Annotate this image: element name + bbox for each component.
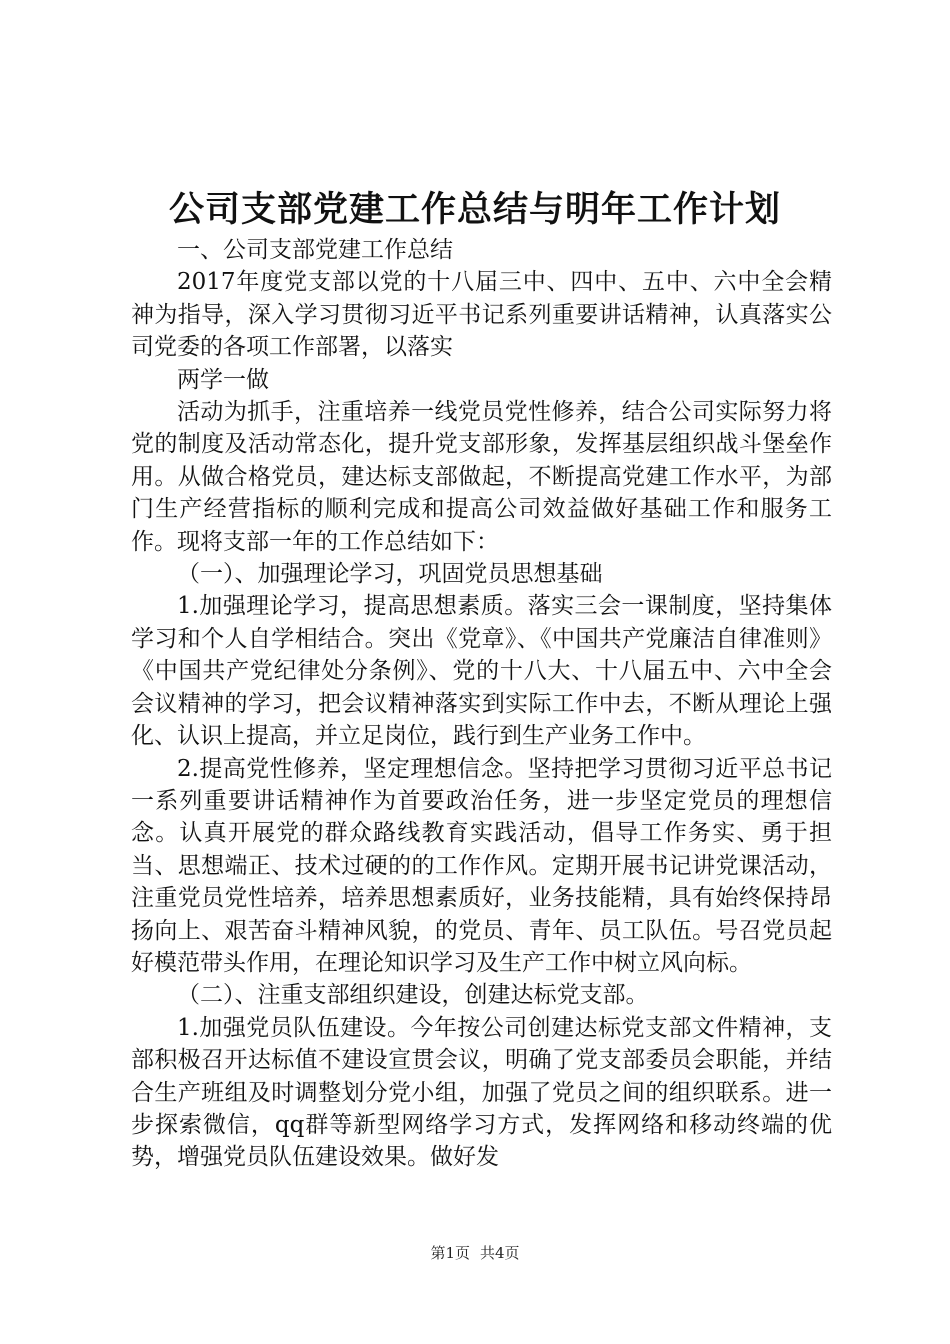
document-title: 公司支部党建工作总结与明年工作计划 bbox=[168, 189, 781, 230]
paragraph: 1.加强理论学习，提高思想素质。落实三会一课制度，坚持集体学习和个人自学相结合。突出《党章》、《中国共产党廉洁自律准则》《中国共产党纪律处分条例》、党的十八大、十八届五中、六中全会会议精神的学习，把会议精神落实到实际工作中去，不断从理论上强化、认识上提高，并立足岗位，践行到生产业务工作中。 bbox=[131, 593, 832, 750]
page-footer bbox=[0, 1243, 950, 1263]
paragraph: 两学一做 bbox=[177, 366, 269, 393]
paragraph: 活动为抓手，注重培养一线党员党性修养，结合公司实际努力将党的制度及活动常态化，提升党支部形象，发挥基层组织战斗堡垒作用。从做合格党员，建达标支部做起，不断提高党建工作水平，为部门生产经营指标的顺利完成和提高公司效益做好基础工作和服务工作。现将支部一年的工作总结如下： bbox=[131, 399, 832, 555]
paragraph: 1.加强党员队伍建设。今年按公司创建达标党支部文件精神，支部积极召开达标值不建设宣贯会议，明确了党支部委员会职能，并结合生产班组及时调整划分党小组，加强了党员之间的组织联系。进一步探索微信，qq群等新型网络学习方式，发挥网络和移动终端的优势，增强党员队伍建设效果。做好发 bbox=[131, 1014, 832, 1171]
section-heading: 一、公司支部党建工作总结 bbox=[177, 237, 453, 263]
subsection-heading: （一）、加强理论学习，巩固党员思想基础 bbox=[177, 561, 603, 588]
document-body bbox=[131, 234, 832, 1174]
subsection-heading: （二）、注重支部组织建设，创建达标党支部。 bbox=[177, 982, 649, 1009]
page-total: 共4页 bbox=[480, 1244, 520, 1262]
page-number: 第1页 bbox=[430, 1244, 470, 1262]
paragraph: 2.提高党性修养，坚定理想信念。坚持把学习贯彻习近平总书记一系列重要讲话精神作为首要政治任务，进一步坚定党员的理想信念。认真开展党的群众路线教育实践活动，倡导工作务实、勇于担当、思想端正、技术过硬的的工作作风。定期开展书记讲党课活动，注重党员党性培养，培养思想素质好，业务技能精，具有始终保持昂扬向上、艰苦奋斗精神风貌，的党员、青年、员工队伍。号召党员起好模范带头作用，在理论知识学习及生产工作中树立风向标。 bbox=[131, 755, 832, 976]
paragraph: 2017年度党支部以党的十八届三中、四中、五中、六中全会精神为指导，深入学习贯彻习近平书记系列重要讲话精神，认真落实公司党委的各项工作部署，以落实 bbox=[131, 269, 832, 361]
